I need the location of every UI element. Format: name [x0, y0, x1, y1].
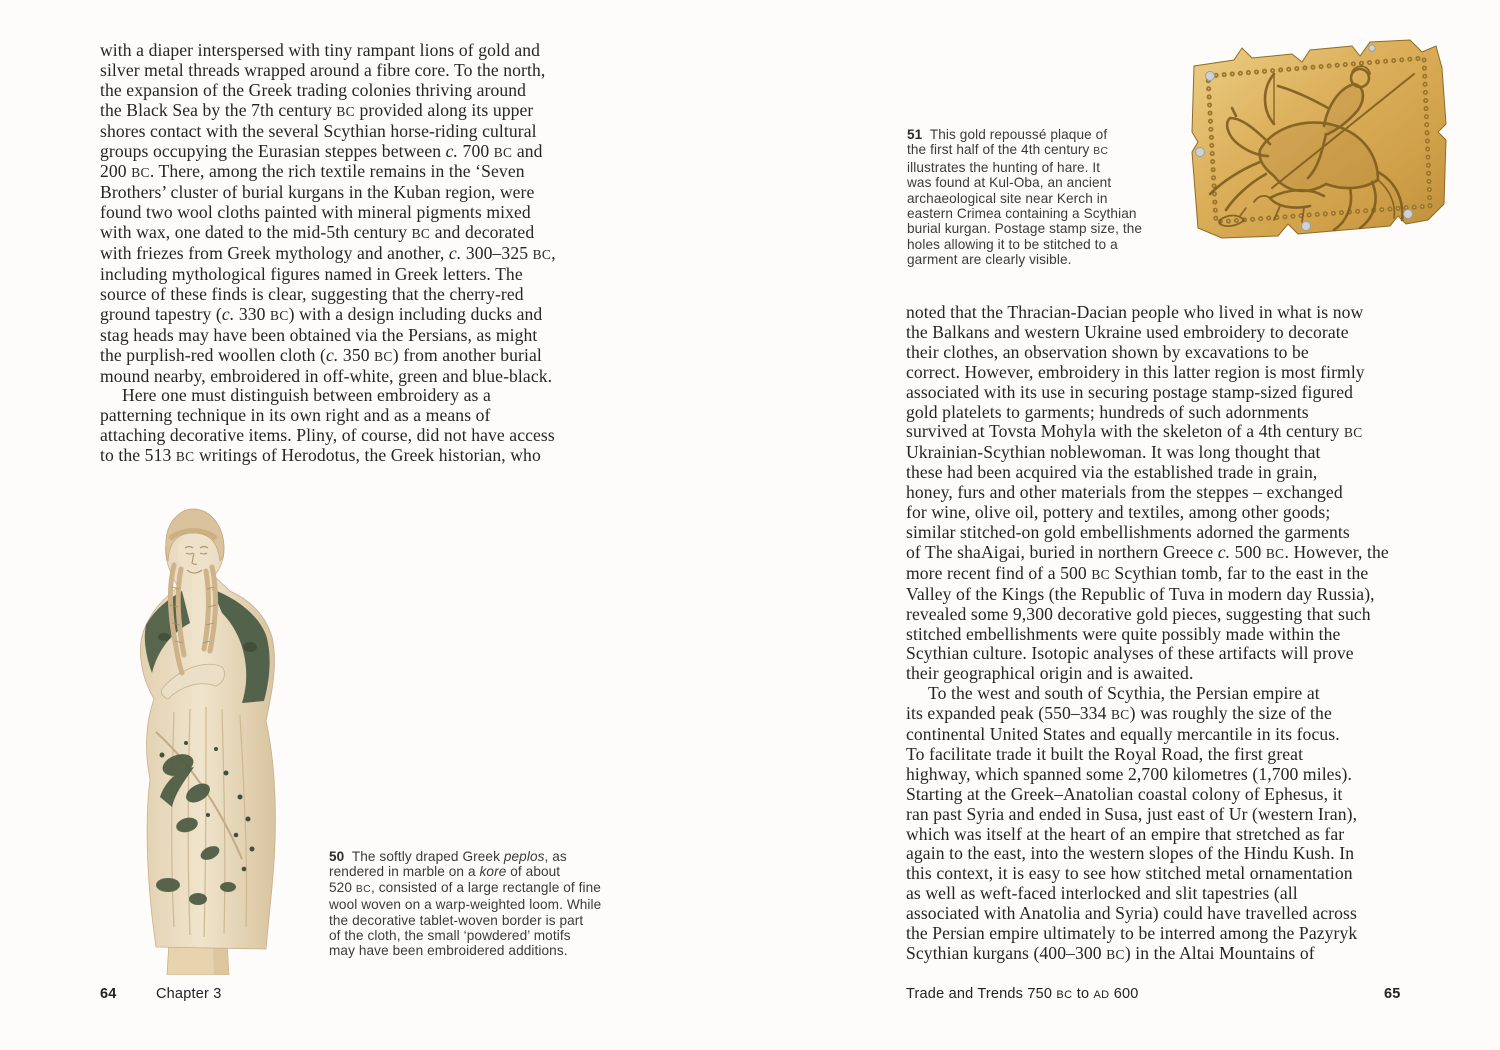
text-line: source of these finds is clear, suggesting that the cherry-red — [100, 283, 524, 304]
page-number-left: 64 — [100, 986, 117, 1002]
text-line: the purplish-red woollen cloth (c. 350 BC) from another burial — [100, 344, 542, 365]
caption-line: rendered in marble on a kore of about — [329, 864, 561, 880]
text-line: revealed some 9,300 decorative gold pieces, suggesting that such — [906, 603, 1371, 624]
text-line: again to the east, into the western slopes of the Hindu Kush. In — [906, 843, 1355, 864]
text-line: which was itself at the heart of an empire that stretched as far — [906, 823, 1345, 844]
text-line: the Balkans and western Ukraine used embroidery to decorate — [906, 321, 1349, 342]
caption-line: burial kurgan. Postage stamp size, the — [907, 221, 1143, 237]
caption-line: wool woven on a warp-weighted loom. While — [329, 897, 602, 913]
text-line: more recent find of a 500 BC Scythian tomb, far to the east in the — [906, 562, 1369, 583]
page-number-right: 65 — [1384, 986, 1401, 1002]
caption-line: holes allowing it to be stitched to a — [907, 236, 1118, 252]
figure-caption-51 — [907, 127, 1142, 268]
chapter-label: Chapter 3 — [156, 986, 222, 1002]
text-line: their geographical origin and is awaited. — [906, 663, 1194, 684]
text-line: gold platelets to garments; hundreds of such adornments — [906, 401, 1309, 422]
kore-statue-figure — [90, 497, 305, 975]
running-title: Trade and Trends 750 BC to AD 600 — [906, 986, 1139, 1002]
text-line: To the west and south of Scythia, the Persian empire at — [928, 683, 1320, 704]
text-line: correct. However, embroidery in this latter region is most firmly — [906, 361, 1365, 382]
text-line: including mythological figures named in Greek letters. The — [100, 263, 523, 284]
gold-plaque-image — [1176, 30, 1461, 262]
caption-line: the decorative tablet-woven border is part — [329, 912, 584, 928]
text-line: for wine, olive oil, pottery and textiles, among other goods; — [906, 502, 1331, 523]
text-line: honey, furs and other materials from the steppes – exchanged — [906, 482, 1343, 503]
text-line: 200 BC. There, among the rich textile remains in the ‘Seven — [100, 161, 525, 182]
text-line: ran past Syria and ended in Susa, just east of Ur (western Iran), — [906, 803, 1358, 824]
text-line: the Persian empire ultimately to be interred among the Pazyryk — [906, 923, 1358, 944]
caption-line: 51 This gold repoussé plaque of — [907, 127, 1108, 142]
text-line: Starting at the Greek–Anatolian coastal colony of Ephesus, it — [906, 783, 1343, 804]
caption-line: illustrates the hunting of hare. It — [907, 159, 1101, 175]
text-line: these had been acquired via the established trade in grain, — [906, 462, 1318, 483]
text-line: attaching decorative items. Pliny, of course, did not have access — [100, 425, 555, 446]
text-line: with friezes from Greek mythology and another, c. 300–325 BC, — [100, 243, 556, 264]
caption-line: archaeological site near Kerch in — [907, 190, 1108, 206]
text-line: Brothers’ cluster of burial kurgans in the Kuban region, were — [100, 182, 535, 203]
text-line: highway, which spanned some 2,700 kilometres (1,700 miles). — [906, 763, 1352, 784]
caption-line: may have been embroidered additions. — [329, 943, 568, 959]
text-line: as well as weft-faced interlocked and slit tapestries (all — [906, 883, 1298, 904]
text-line: mound nearby, embroidered in off-white, green and blue-black. — [100, 365, 553, 386]
text-line: the Black Sea by the 7th century BC provided along its upper — [100, 99, 534, 120]
text-line: associated with Anatolia and Syria) could have travelled across — [906, 903, 1357, 924]
text-line: the expansion of the Greek trading colonies thriving around — [100, 79, 527, 100]
caption-line: of the cloth, the small ‘powdered’ motifs — [329, 928, 571, 944]
caption-line: 50 The softly draped Greek peplos, as — [329, 849, 567, 864]
caption-line: eastern Crimea containing a Scythian — [907, 206, 1137, 222]
text-line: their clothes, an observation shown by excavations to be — [906, 341, 1309, 362]
body-text-left — [100, 41, 556, 467]
text-line: Ukrainian-Scythian noblewoman. It was long thought that — [906, 442, 1321, 463]
text-line: Scythian kurgans (400–300 BC) in the Altai Mountains of — [906, 943, 1315, 963]
text-line: ground tapestry (c. 330 BC) with a design including ducks and — [100, 303, 543, 324]
text-line: with wax, one dated to the mid-5th century BC and decorated — [100, 222, 535, 243]
text-line: survived at Tovsta Mohyla with the skeleton of a 4th century BC — [906, 421, 1363, 442]
text-line: silver metal threads wrapped around a fibre core. To the north, — [100, 59, 546, 80]
text-line: continental United States and equally mercantile in its focus. — [906, 724, 1340, 745]
text-line: of The shaAigai, buried in northern Greece c. 500 BC. However, the — [906, 541, 1389, 562]
figure-caption-50 — [329, 849, 601, 959]
text-line: Scythian culture. Isotopic analyses of these artifacts will prove — [906, 643, 1354, 664]
text-line: patterning technique in its own right and as a means of — [100, 405, 491, 426]
text-line: Valley of the Kings (the Republic of Tuva in modern day Russia), — [906, 583, 1375, 604]
text-line: its expanded peak (550–334 BC) was roughly the size of the — [906, 703, 1332, 724]
body-text-right — [906, 303, 1389, 965]
text-line: to the 513 BC writings of Herodotus, the Greek historian, who — [100, 445, 541, 466]
text-line: associated with its use in securing postage stamp-sized figured — [906, 381, 1354, 402]
text-line: groups occupying the Eurasian steppes between c. 700 BC and — [100, 140, 543, 161]
text-line: noted that the Thracian-Dacian people who lived in what is now — [906, 302, 1364, 322]
text-line: stag heads may have been obtained via the Persians, as might — [100, 324, 538, 345]
text-line: found two wool cloths painted with mineral pigments mixed — [100, 202, 531, 223]
text-line: with a diaper interspersed with tiny rampant lions of gold and — [100, 40, 541, 60]
caption-line: was found at Kul-Oba, an ancient — [907, 175, 1112, 191]
kore-statue-image — [90, 497, 305, 975]
gold-plaque-figure — [1176, 30, 1461, 262]
text-line: To facilitate trade it built the Royal Road, the first great — [906, 743, 1304, 764]
text-line: shores contact with the several Scythian horse-riding cultural — [100, 120, 537, 141]
caption-line: 520 BC, consisted of a large rectangle of fine — [329, 879, 601, 895]
caption-line: garment are clearly visible. — [907, 252, 1072, 268]
caption-line: the first half of the 4th century BC — [907, 142, 1109, 158]
text-line: this context, it is easy to see how stitched metal ornamentation — [906, 863, 1353, 884]
text-line: stitched embellishments were quite possibly made within the — [906, 623, 1341, 644]
text-line: Here one must distinguish between embroidery as a — [122, 385, 491, 406]
text-line: similar stitched-on gold embellishments adorned the garments — [906, 521, 1350, 542]
